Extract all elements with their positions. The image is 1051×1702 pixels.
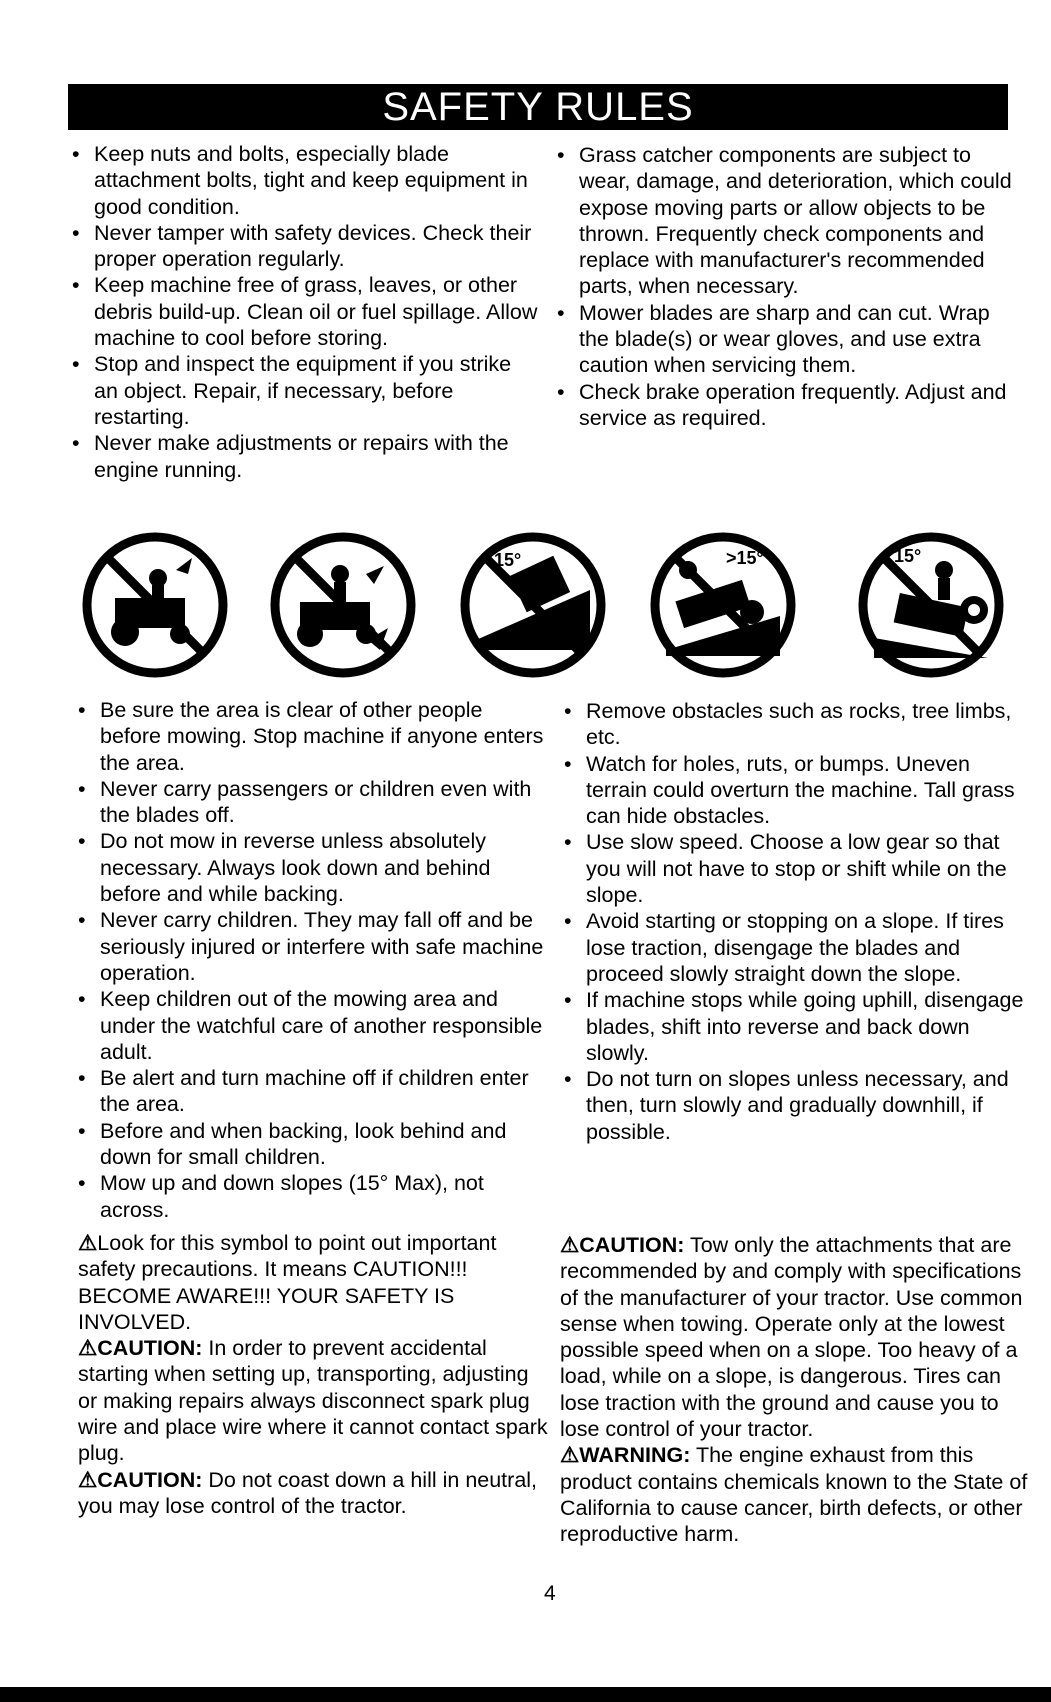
list-item: • Use slow speed. Choose a low gear so that you will not have to stop or shift while on the slope. — [562, 829, 1030, 908]
list-item: • Grass catcher components are subject to wear, damage, and deterioration, which could expose moving parts or allow objects to be thrown. Frequently check components and replace with manufacturer's recommended parts, when necessary. — [555, 142, 1025, 300]
top-left-rules — [70, 141, 540, 483]
safety-notes-left — [78, 1230, 548, 1519]
list-item: • If machine stops while going uphill, disengage blades, shift into reverse and back down slowly. — [562, 987, 1030, 1066]
caution-text: Do not coast down a hill in neutral, you may lose control of the tractor. — [78, 1467, 538, 1518]
warning-triangle-icon: ⚠ — [78, 1336, 98, 1361]
caution-note — [78, 1467, 548, 1520]
no-passenger-riding-icon — [80, 530, 230, 680]
page-number: 4 — [544, 1582, 556, 1605]
bottom-border — [0, 1687, 1051, 1702]
warning-triangle-icon: ⚠ — [78, 1231, 98, 1255]
page-title: SAFETY RULES — [68, 84, 1008, 130]
symbol-note-text: Look for this symbol to point out important safety precautions. It means CAUTION!!! BECOME AWARE!!! YOUR SAFETY IS INVOLVED. — [78, 1231, 497, 1334]
slope-angle-label: >15° — [726, 548, 764, 568]
list-item: • Never make adjustments or repairs with the engine running. — [70, 430, 540, 483]
bottom-left-rules — [76, 697, 546, 1223]
caution-text: In order to prevent accidental starting when setting up, transporting, adjusting or making repairs always disconnect spark plug wire and place wire where it cannot contact spark plug. — [78, 1336, 548, 1466]
no-slope-over-15-icon — [458, 530, 608, 680]
caution-note — [78, 1335, 548, 1466]
caution-label: CAUTION: — [97, 1467, 203, 1492]
caution-note — [560, 1232, 1030, 1442]
list-item: • Avoid starting or stopping on a slope. If tires lose traction, disengage the blades and proceed slowly straight down the slope. — [562, 908, 1030, 987]
warning-label: WARNING: — [579, 1443, 691, 1468]
caution-label: CAUTION: — [97, 1336, 203, 1361]
list-item: • Keep machine free of grass, leaves, or other debris build-up. Clean oil or fuel spillage. Allow machine to cool before storing. — [70, 272, 540, 351]
list-item: • Keep children out of the mowing area and under the watchful care of another responsible adult. — [76, 986, 546, 1065]
warning-text: The engine exhaust from this product contains chemicals known to the State of California to cause cancer, birth defects, or other reproductive harm. — [560, 1443, 1028, 1547]
list-item: • Never carry children. They may fall off and be seriously injured or interfere with safe machine operation. — [76, 907, 546, 986]
list-item: • Never carry passengers or children even with the blades off. — [76, 776, 546, 829]
list-item: • Do not turn on slopes unless necessary, and then, turn slowly and gradually downhill, if possible. — [562, 1066, 1030, 1145]
no-uphill-over-15-icon — [648, 530, 798, 680]
slope-angle-label: 15° — [494, 550, 522, 570]
warning-triangle-icon: ⚠ — [78, 1467, 98, 1492]
list-item: • Keep nuts and bolts, especially blade attachment bolts, tight and keep equipment in good condition. — [70, 141, 540, 220]
list-item: • Be alert and turn machine off if children enter the area. — [76, 1065, 546, 1118]
warning-triangle-icon: ⚠ — [560, 1233, 580, 1257]
list-item: • Be sure the area is clear of other people before mowing. Stop machine if anyone enters the area. — [76, 697, 546, 776]
list-item: • Remove obstacles such as rocks, tree limbs, etc. — [562, 698, 1030, 751]
caution-text: Tow only the attachments that are recommended by and comply with specifications of the manufacturer of your tractor. Use common sense when towing. Operate only at the lowest possible speed when on a slope. Too heavy of a load, while on a slope, is dangerous. Tires can lose traction with the ground and cause you to lose control of your tractor. — [560, 1233, 1023, 1442]
list-item: • Never tamper with safety devices. Check their proper operation regularly. — [70, 220, 540, 273]
list-item: • Before and when backing, look behind and down for small children. — [76, 1118, 546, 1171]
list-item: • Mow up and down slopes (15° Max), not across. — [76, 1170, 546, 1223]
no-mowing-near-children-icon — [268, 530, 418, 680]
safety-icons-row — [80, 530, 1010, 695]
list-item: • Check brake operation frequently. Adjust and service as required. — [555, 379, 1025, 432]
caution-label: CAUTION: — [579, 1233, 685, 1257]
bottom-right-rules — [562, 698, 1030, 1145]
list-item: • Watch for holes, ruts, or bumps. Uneven terrain could overturn the machine. Tall grass can hide obstacles. — [562, 751, 1030, 830]
warning-note — [560, 1442, 1030, 1547]
top-right-rules — [555, 142, 1025, 431]
list-item: • Mower blades are sharp and can cut. Wrap the blade(s) or wear gloves, and use extra caution when servicing them. — [555, 300, 1025, 379]
warning-triangle-icon: ⚠ — [560, 1443, 580, 1468]
no-downhill-over-15-icon — [856, 530, 1006, 680]
slope-angle-label: 15° — [894, 546, 922, 566]
symbol-note — [78, 1230, 548, 1335]
safety-notes-right — [560, 1232, 1030, 1548]
list-item: • Do not mow in reverse unless absolutely necessary. Always look down and behind before and while backing. — [76, 828, 546, 907]
list-item: • Stop and inspect the equipment if you strike an object. Repair, if necessary, before restarting. — [70, 351, 540, 430]
